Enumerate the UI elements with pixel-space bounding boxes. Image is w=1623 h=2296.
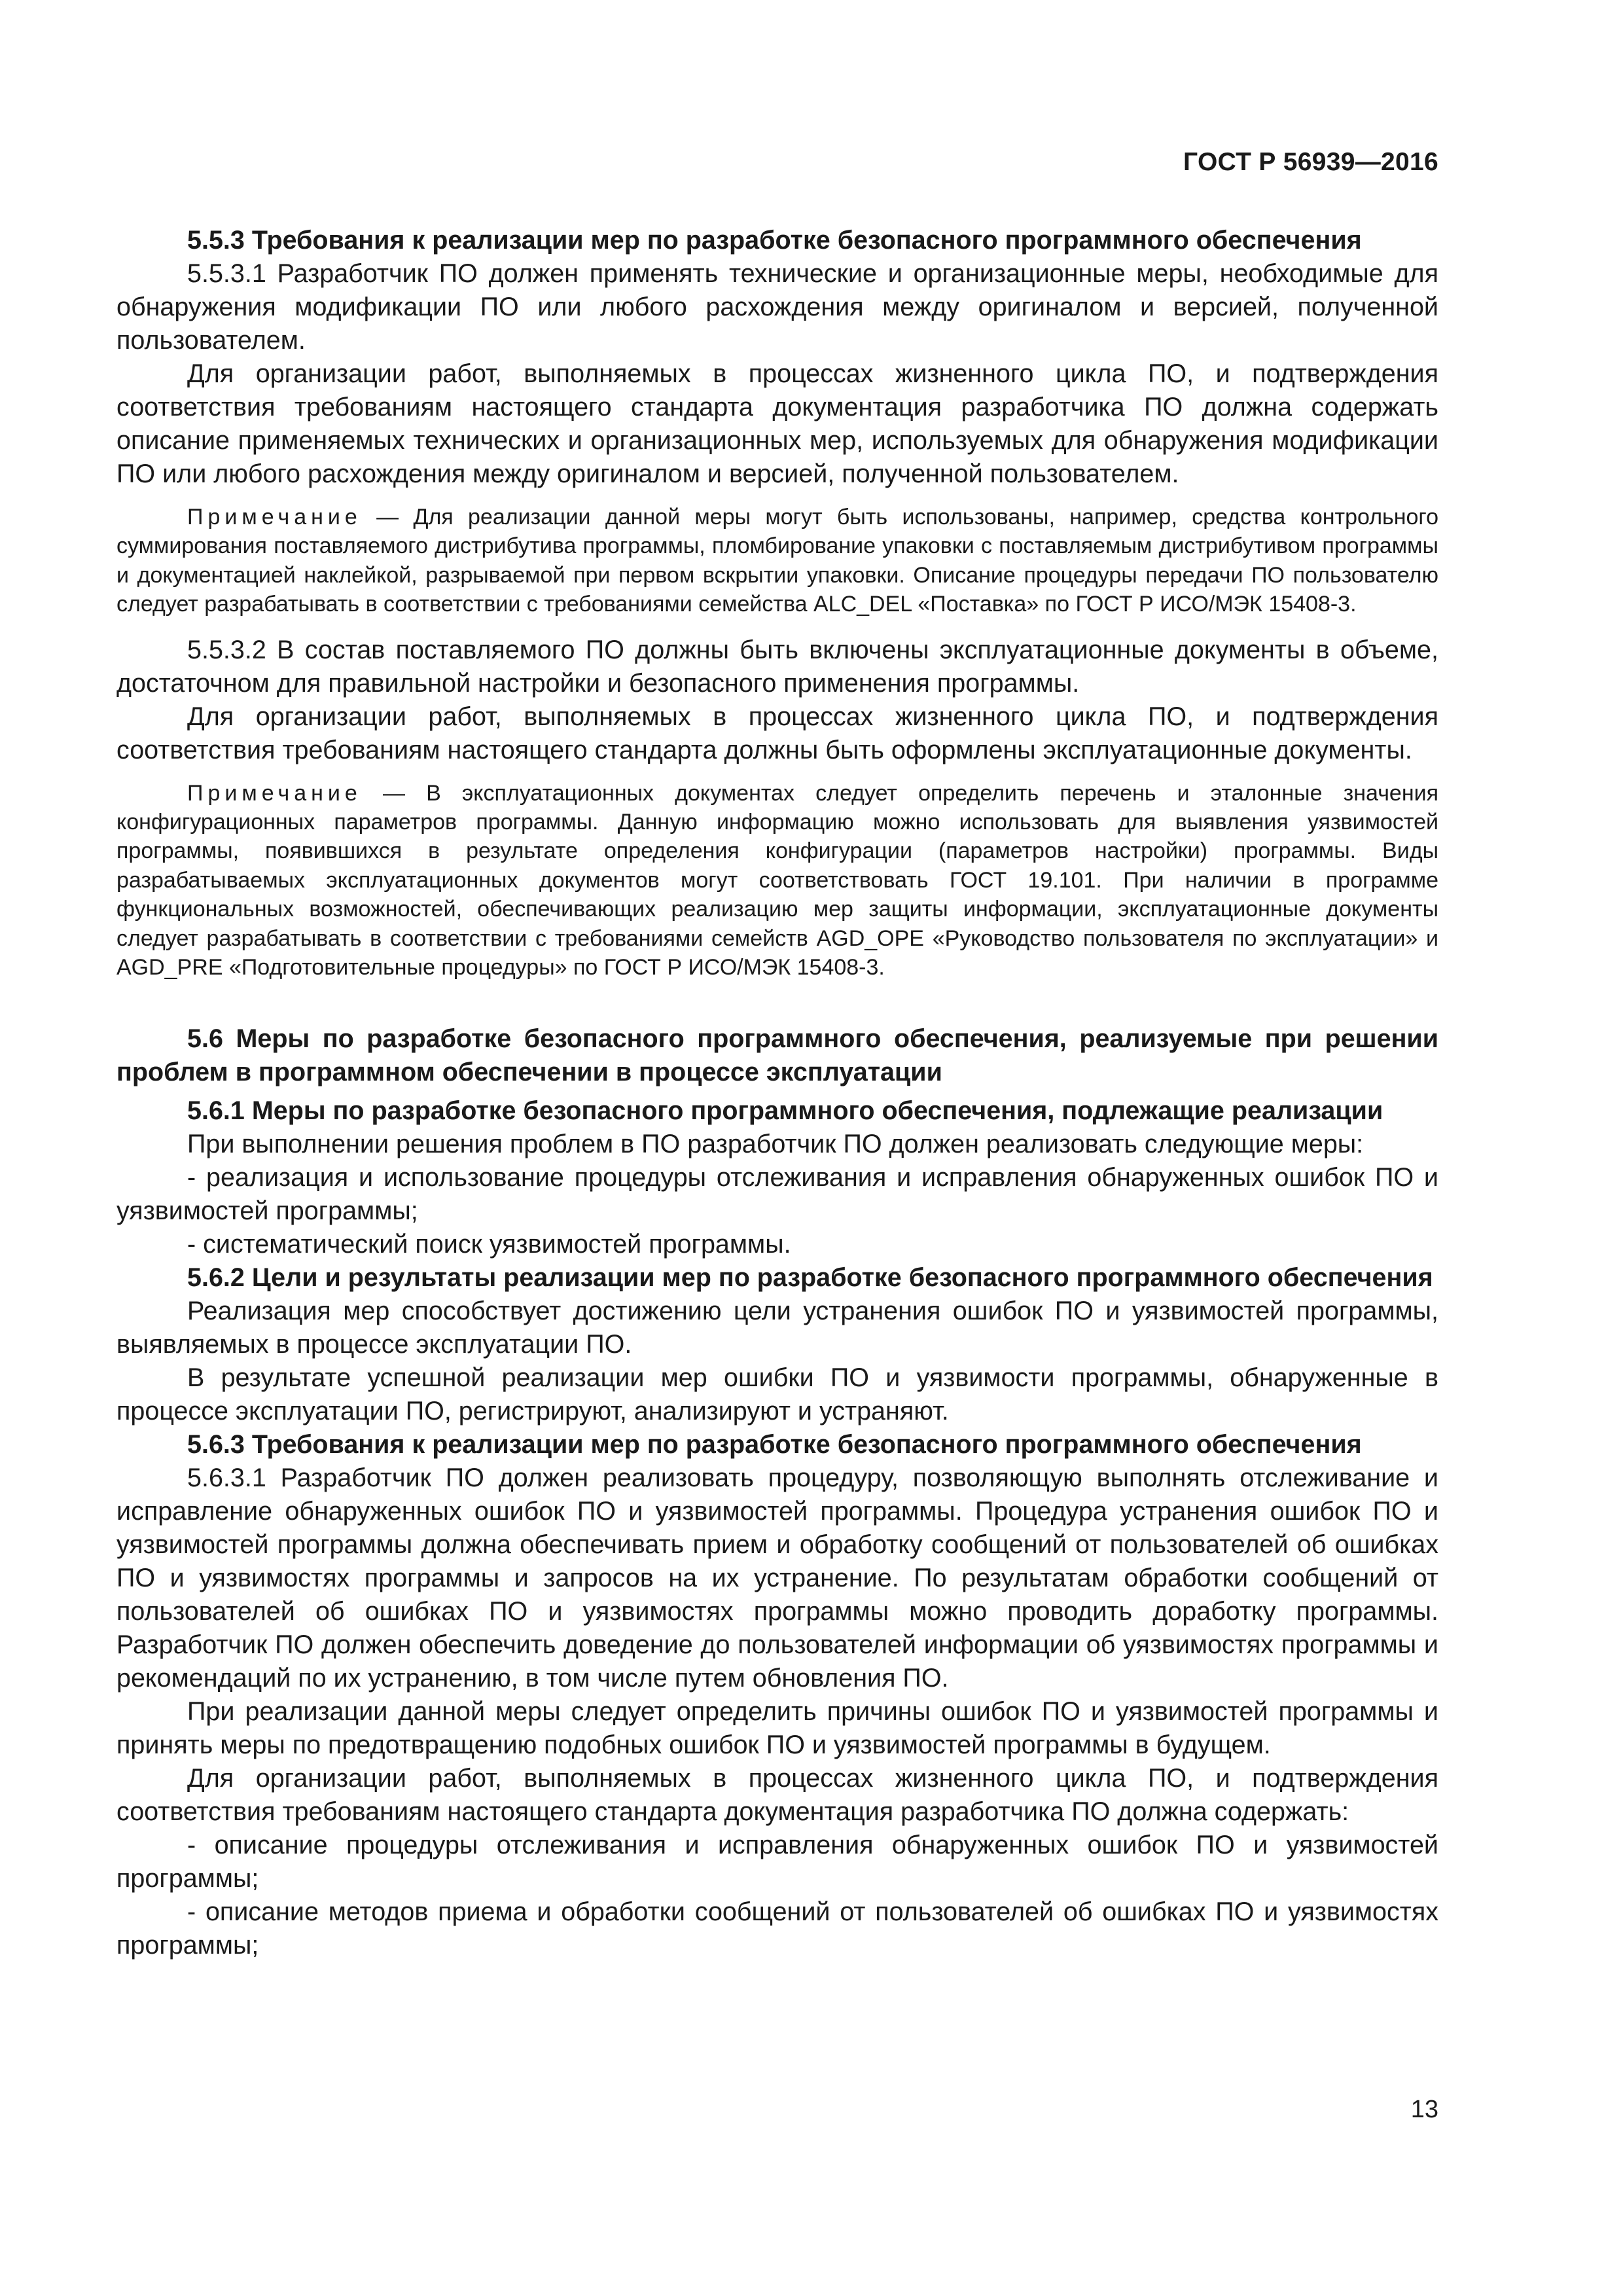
note-5-5-3-1	[116, 503, 1438, 619]
note-label: Примечание	[187, 780, 362, 806]
paragraph-5-5-3-1: 5.5.3.1 Разработчик ПО должен применять технические и организационные меры, необходимые для обнаружения модификации ПО или любого расхождения между оригиналом и версией, полученной пользователем.	[116, 259, 1438, 355]
paragraph-5-5-3-1-doc: Для организации работ, выполняемых в процессах жизненного цикла ПО, и подтверждения соответствия требованиям настоящего стандарта документация разработчика ПО должна содержать описание применяемых технических и организационных мер, используемых для обнаружения модификации ПО или любого расхождения между оригиналом и версией, полученной пользователем.	[116, 359, 1438, 488]
list-item: - систематический поиск уязвимостей программы.	[187, 1230, 791, 1259]
section-heading-5-6-3: 5.6.3 Требования к реализации мер по разработке безопасного программного обеспечения	[187, 1430, 1362, 1460]
note-text: — Для реализации данной меры могут быть использованы, например, средства контрольного суммирования поставляемого дистрибутива программы, пломбирование упаковки с поставляемым дистрибутивом программы и документацией наклейкой, разрываемой при первом вскрытии упаковки. Описание процедуры передачи ПО пользователю следует разрабатывать в соответствии с требованиями семейства ALC_DEL «Поставка» по ГОСТ Р ИСО/МЭК 15408-3.	[116, 505, 1438, 617]
paragraph-5-6-1: При выполнении решения проблем в ПО разработчик ПО должен реализовать следующие меры:	[187, 1130, 1364, 1159]
list-item: - реализация и использование процедуры отслеживания и исправления обнаруженных ошибок ПО и уязвимостей программы;	[116, 1163, 1438, 1226]
paragraph-5-5-3-2-doc: Для организации работ, выполняемых в процессах жизненного цикла ПО, и подтверждения соответствия требованиям настоящего стандарта должны быть оформлены эксплуатационные документы.	[116, 702, 1438, 764]
note-5-5-3-2	[116, 779, 1438, 982]
list-item: - описание процедуры отслеживания и исправления обнаруженных ошибок ПО и уязвимостей программы;	[116, 1831, 1438, 1893]
document-page	[116, 0, 1438, 2296]
document-body	[116, 224, 1438, 1962]
note-label: Примечание	[187, 505, 362, 529]
paragraph-5-5-3-2: 5.5.3.2 В состав поставляемого ПО должны быть включены эксплуатационные документы в объеме, достаточном для правильной настройки и безопасного применения программы.	[116, 635, 1438, 698]
section-heading-5-6: 5.6 Меры по разработке безопасного программного обеспечения, реализуемые при решении проблем в программном обеспечении в процессе эксплуатации	[116, 1024, 1438, 1087]
note-text: — В эксплуатационных документах следует определить перечень и эталонные значения конфигурационных параметров программы. Данную информацию можно использовать для выявления уязвимостей программы, появившихся в результате определения конфигурации (параметров настройки) программы. Виды разрабатываемых эксплуатационных документов могут соответствовать ГОСТ 19.101. При наличии в программе функциональных возможностей, обеспечивающих реализацию мер защиты информации, эксплуатационные документы следует разрабатывать в соответствии с требованиями семейств AGD_OPE «Руководство пользователя по эксплуатации» и AGD_PRE «Подготовительные процедуры» по ГОСТ Р ИСО/МЭК 15408-3.	[116, 780, 1438, 980]
paragraph-5-6-2-1: Реализация мер способствует достижению цели устранения ошибок ПО и уязвимостей программы, выявляемых в процессе эксплуатации ПО.	[116, 1297, 1438, 1359]
paragraph-5-6-3-1: 5.6.3.1 Разработчик ПО должен реализовать процедуру, позволяющую выполнять отслеживание и исправление обнаруженных ошибок ПО и уязвимостей программы. Процедура устранения ошибок ПО и уязвимостей программы должна обеспечивать прием и обработку сообщений от пользователей об ошибках ПО и уязвимостях программы и запросов на их устранение. По результатам обработки сообщений от пользователей об ошибках ПО и уязвимостях программы можно проводить доработку программы. Разработчик ПО должен обеспечить доведение до пользователей информации об уязвимостях программы и рекомендаций по их устранению, в том числе путем обновления ПО.	[116, 1463, 1438, 1693]
page-number: 13	[1410, 2096, 1438, 2123]
section-heading-5-6-1: 5.6.1 Меры по разработке безопасного программного обеспечения, подлежащие реализации	[187, 1096, 1383, 1126]
list-item: - описание методов приема и обработки сообщений от пользователей об ошибках ПО и уязвимостях программы;	[116, 1897, 1438, 1960]
paragraph-5-6-3-1-causes: При реализации данной меры следует определить причины ошибок ПО и уязвимостей программы и принять меры по предотвращению подобных ошибок ПО и уязвимостей программы в будущем.	[116, 1697, 1438, 1760]
section-heading-5-6-2: 5.6.2 Цели и результаты реализации мер по разработке безопасного программного обеспечения	[187, 1263, 1433, 1293]
paragraph-5-6-2-2: В результате успешной реализации мер ошибки ПО и уязвимости программы, обнаруженные в процессе эксплуатации ПО, регистрируют, анализируют и устраняют.	[116, 1363, 1438, 1426]
paragraph-5-6-3-1-doc: Для организации работ, выполняемых в процессах жизненного цикла ПО, и подтверждения соответствия требованиям настоящего стандарта документация разработчика ПО должна содержать:	[116, 1764, 1438, 1827]
section-heading-5-5-3: 5.5.3 Требования к реализации мер по разработке безопасного программного обеспечения	[187, 226, 1362, 255]
document-code-header: ГОСТ Р 56939—2016	[1183, 148, 1438, 176]
